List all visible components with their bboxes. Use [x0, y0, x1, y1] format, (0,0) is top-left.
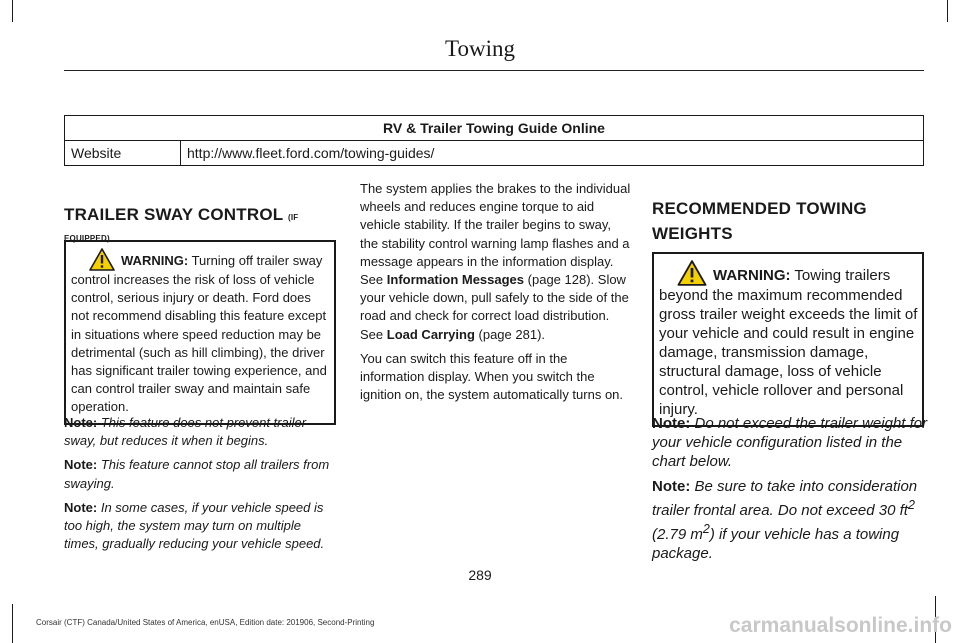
warning-triangle-icon — [677, 260, 707, 286]
column-right — [652, 196, 924, 246]
crop-mark — [12, 0, 13, 22]
towing-guide-table — [64, 115, 924, 166]
section-heading: TRAILER SWAY CONTROL (IF EQUIPPED) — [64, 205, 299, 244]
column-middle — [360, 180, 632, 410]
footer-text: Corsair (CTF) Canada/United States of America, enUSA, Edition date: 201906, Second-Printing — [36, 618, 375, 627]
note-item: Note: This feature does not prevent trailer sway, but reduces it when it begins. — [64, 415, 307, 449]
warning-box-sway — [64, 240, 336, 425]
note-item: Note: Do not exceed the trailer weight for your vehicle configuration listed in the chart below. — [652, 415, 928, 470]
note-item: Note: In some cases, if your vehicle speed is too high, the system may turn on multiple times, gradually reducing your vehicle speed. — [64, 499, 325, 552]
paragraph: You can switch this feature off in the information display. When you switch the ignition on, the system automatically turns on. — [360, 350, 624, 403]
page-title: Towing — [445, 36, 515, 61]
warning-triangle-icon — [89, 248, 115, 271]
watermark: carmanualsonline.info — [729, 614, 952, 637]
note-item: Note: This feature cannot stop all trailers from swaying. — [64, 457, 330, 491]
warning-label: WARNING: — [713, 267, 791, 284]
table-cell-url[interactable]: http://www.fleet.ford.com/towing-guides/ — [181, 141, 924, 166]
warning-text: Towing trailers beyond the maximum recommended gross trailer weight exceeds the limit of your vehicle and could result in engine damage, transmission damage, structural damage, loss of vehicle control, vehicle rollover and personal injury. — [659, 267, 918, 418]
crop-mark — [12, 604, 13, 643]
section-heading: RECOMMENDED TOWING WEIGHTS — [652, 199, 867, 243]
paragraph: The system applies the brakes to the individual wheels and reduces engine torque to aid vehicle stability. If the trailer begins to sway, the stability control warning lamp flashes and a message appears in the information display. See Information Messages (page 128). Slow your vehicle down, pull safely to the side of the road and check for correct load distribution. See Load Carrying (page 281). — [360, 181, 631, 342]
crop-mark — [947, 0, 948, 22]
header-divider — [64, 70, 924, 71]
notes-right — [652, 414, 928, 569]
table-row — [65, 141, 924, 166]
warning-text: Turning off trailer sway control increases the risk of loss of vehicle control, serious injury or death. Ford does not recommend disabling this feature except in situations where speed reduction may be detrimental (such as hill climbing), the driver has significant trailer towing experience, and can control trailer sway and maintain safe operation. — [71, 253, 327, 415]
note-item: Note: Be sure to take into consideration trailer frontal area. Do not exceed 30 $ft^2$ (2.79 $m^2$) if your vehicle has a towing package. — [652, 478, 918, 562]
warning-label: WARNING: — [121, 253, 189, 268]
table-cell-label: Website — [65, 141, 181, 166]
notes-left — [64, 414, 336, 559]
page-number: 289 — [468, 567, 492, 583]
link-information-messages[interactable]: Information Messages — [386, 272, 525, 288]
table-title: RV & Trailer Towing Guide Online — [65, 116, 924, 141]
warning-box-weights — [652, 252, 924, 427]
link-load-carrying[interactable]: Load Carrying — [386, 326, 475, 342]
